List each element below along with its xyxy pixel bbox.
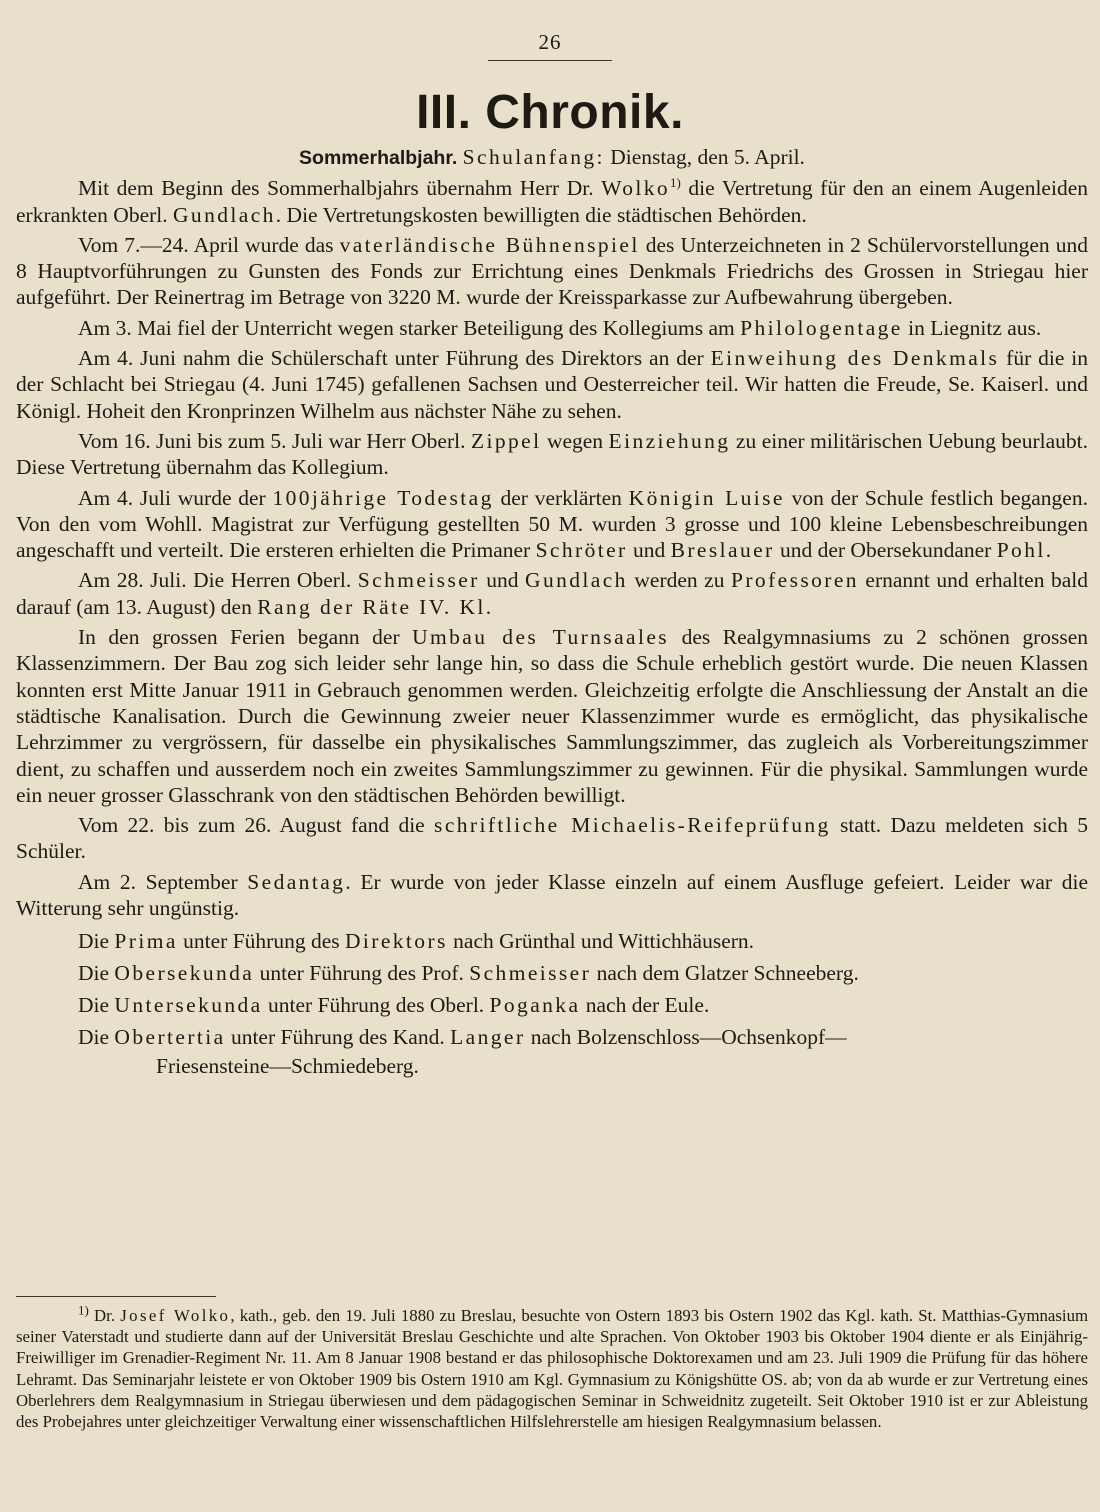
footnote-marker: 1) bbox=[78, 1302, 89, 1318]
text-run: des Unterzeichneten in 2 Schülervorstellungen und 8 Hauptvorführungen zu Gunsten des Fonds zur Errichtung eines Denkmals Friedrichs des Grossen in Striegau hier aufgeführt. Der Reinertrag im Betrage von 3220 M. wurde der Kreissparkasse zur Aufbewahrung übergeben. bbox=[16, 232, 1088, 310]
text-run: unter Führung des Oberl. bbox=[262, 993, 490, 1018]
text-run: Die bbox=[78, 961, 115, 986]
text-run: Dr. bbox=[88, 1306, 121, 1325]
paragraph-6 bbox=[16, 485, 1088, 564]
text-run: zu einer militärischen Uebung beurlaubt. Diese Vertretung übernahm das Kollegium. bbox=[16, 428, 1088, 480]
text-run: Die bbox=[78, 1025, 115, 1050]
text-run: die Vertretung für den an einem Augenleiden erkrankten Oberl. bbox=[16, 176, 1088, 227]
spaced-class-name: Obersekunda bbox=[114, 961, 255, 986]
spaced-name: Josef Wolko bbox=[120, 1306, 231, 1325]
spaced-name: Breslauer bbox=[670, 538, 775, 563]
spaced-emphasis: Umbau des Turnsaales bbox=[412, 625, 670, 650]
text-run: und der Obersekundaner bbox=[774, 538, 997, 563]
spaced-name: Gundlach bbox=[173, 202, 276, 227]
text-run: Die bbox=[78, 929, 115, 954]
spaced-emphasis: Professoren bbox=[731, 568, 859, 593]
text-run: . Er wurde von jeder Klasse einzeln auf einem Ausfluge gefeiert. Leider war die Witterung sehr ungünstig. bbox=[16, 869, 1088, 921]
text-run: von der Schule festlich begangen. Von den vom Wohll. Magistrat zur Verfügung gestellten 50 M. wurden 3 grosse und 100 kleine Lebensbeschreibungen angeschafft und verteilt. Die ersteren erhielten die Primaner bbox=[16, 485, 1088, 563]
paragraph-3 bbox=[16, 315, 1088, 341]
text-run: . Die Vertretungskosten bewilligten die städtischen Behörden. bbox=[275, 202, 807, 227]
spaced-emphasis: Einziehung bbox=[608, 428, 731, 453]
spaced-emphasis: Königin Luise bbox=[628, 485, 785, 510]
excursion-obersekunda bbox=[16, 957, 1088, 989]
paragraph-4 bbox=[16, 345, 1088, 424]
text-run: nach der Eule. bbox=[580, 993, 710, 1018]
spaced-class-name: Prima bbox=[114, 929, 178, 954]
text-run: unter Führung des Kand. bbox=[225, 1025, 451, 1050]
paragraph-7 bbox=[16, 567, 1088, 620]
text-run: werden zu bbox=[627, 568, 731, 593]
spaced-name: Schmeisser bbox=[357, 568, 480, 593]
paragraph-10 bbox=[16, 869, 1088, 922]
spaced-emphasis: Philologentage bbox=[740, 315, 903, 340]
semester-heading bbox=[16, 144, 1088, 171]
text-run: nach dem Glatzer Schneeberg. bbox=[591, 961, 859, 986]
spaced-name: Langer bbox=[450, 1025, 526, 1050]
text-run: Am 2. September bbox=[78, 869, 248, 894]
paragraph-1 bbox=[16, 175, 1088, 228]
text-run: ernannt und erhalten bald darauf (am 13. August) den bbox=[16, 568, 1088, 619]
spaced-name: Gundlach bbox=[525, 568, 628, 593]
text-run: Mit dem Beginn des Sommerhalbjahrs übernahm Herr Dr. bbox=[78, 176, 602, 201]
spaced-emphasis: Rang der Räte IV. Kl bbox=[257, 594, 486, 619]
spaced-name: Schröter bbox=[535, 538, 628, 563]
spaced-emphasis: vaterländische Bühnenspiel bbox=[339, 232, 640, 257]
page-number: 26 bbox=[538, 30, 562, 54]
text-run: statt. Dazu meldeten sich 5 Schüler. bbox=[16, 813, 1089, 864]
text-run: und bbox=[627, 538, 671, 563]
text-run: Am 28. Juli. Die Herren Oberl. bbox=[78, 568, 358, 593]
spaced-emphasis: schriftliche Michaelis-Reifeprüfung bbox=[434, 813, 831, 838]
footnote-reference: 1) bbox=[670, 175, 681, 191]
text-run: Am 4. Juni nahm die Schülerschaft unter Führung des Direktors an der bbox=[78, 346, 711, 371]
excursion-untersekunda bbox=[16, 989, 1088, 1021]
page-number-rule bbox=[488, 60, 612, 61]
text-run: Vom 22. bis zum 26. August fand die bbox=[78, 813, 435, 838]
footnote bbox=[16, 1302, 1089, 1432]
text-run: der verklärten bbox=[493, 485, 629, 510]
paragraph-2 bbox=[16, 232, 1088, 311]
text-run: nach Grünthal und Wittichhäusern. bbox=[447, 929, 755, 954]
footnote-rule bbox=[16, 1296, 216, 1297]
school-start-label: Schulanfang: bbox=[462, 145, 605, 169]
footnote-text bbox=[16, 1302, 1089, 1432]
text-run: unter Führung des Prof. bbox=[254, 961, 470, 986]
spaced-name: Wolko bbox=[601, 176, 671, 201]
semester-label: Sommerhalbjahr. bbox=[299, 147, 458, 169]
spaced-class-name: Obertertia bbox=[114, 1025, 226, 1050]
text-run: nach Bolzenschloss—Ochsenkopf— bbox=[525, 1025, 847, 1050]
excursion-obertertia bbox=[16, 1021, 1088, 1079]
spaced-name: Poganka bbox=[489, 993, 581, 1018]
chronicle-body bbox=[16, 144, 1088, 1079]
text-run: des Realgymnasiums zu 2 schönen grossen Klassenzimmern. Der Bau zog sich leider sehr lange hin, so dass die Schule erheblich gestört wurde. Die neuen Klassen konnten erst Mitte Januar 1911 in Gebrauch genommen werden. Gleichzeitig erfolgte die Anschliessung der Anstalt an die städtische Kanalisation. Durch die Gewinnung zweier neuer Klassenzimmer wurde es ermöglicht, das physikalische Lehrzimmer zu vergrössern, für dasselbe ein physikalisches Sammlungszimmer, das zugleich als Vorbereitungszimmer dient, zu schaffen und ausserdem noch ein zweites Sammlungszimmer zu gewinnen. Für die physikal. Sammlungen wurde ein neuer grosser Glasschrank von den städtischen Behörden bewilligt. bbox=[16, 625, 1089, 807]
spaced-emphasis: Sedantag bbox=[247, 869, 346, 894]
school-start-date: Dienstag, den 5. April. bbox=[610, 145, 805, 169]
chapter-title: III. Chronik. bbox=[416, 86, 684, 139]
spaced-class-name: Untersekunda bbox=[114, 993, 263, 1018]
spaced-name: Schmeisser bbox=[469, 961, 592, 986]
text-run: . bbox=[1045, 538, 1052, 563]
text-run: und bbox=[479, 568, 526, 593]
text-run: Am 4. Juli wurde der bbox=[78, 485, 273, 510]
text-run: unter Führung des bbox=[177, 929, 345, 954]
text-run: In den grossen Ferien begann der bbox=[78, 625, 413, 650]
spaced-name: Zippel bbox=[470, 428, 542, 453]
spaced-emphasis: Einweihung des Denkmals bbox=[710, 346, 1000, 371]
text-run: Vom 7.—24. April wurde das bbox=[78, 232, 340, 257]
excursion-prima bbox=[16, 925, 1088, 957]
text-run: . bbox=[485, 594, 492, 619]
text-run: für die in der Schlacht bei Striegau (4. Juni 1745) gefallenen Sachsen und Oesterreicher teil. Wir hatten die Freude, Se. Kaiserl. und Königl. Hoheit den Kronprinzen Wilhelm aus nächster Nähe zu sehen. bbox=[16, 346, 1089, 423]
text-run: Die bbox=[78, 993, 115, 1018]
text-run: Am 3. Mai fiel der Unterricht wegen starker Beteiligung des Kollegiums am bbox=[78, 315, 741, 340]
text-run: Friesensteine—Schmiedeberg. bbox=[156, 1054, 419, 1079]
text-run: in Liegnitz aus. bbox=[902, 315, 1042, 340]
text-run: Vom 16. Juni bis zum 5. Juli war Herr Oberl. bbox=[78, 428, 471, 453]
text-run: wegen bbox=[541, 428, 609, 453]
paragraph-5 bbox=[16, 428, 1088, 481]
spaced-name: Pohl bbox=[996, 538, 1046, 563]
paragraph-8 bbox=[16, 624, 1088, 808]
spaced-name: Direktors bbox=[344, 929, 448, 954]
paragraph-9 bbox=[16, 812, 1088, 865]
text-run: , kath., geb. den 19. Juli 1880 zu Breslau, besuchte von Ostern 1893 bis Ostern 1902 das Kgl. kath. St. Matthias-Gymnasium seiner Vaterstadt und studierte dann auf der Universität Breslau Geschichte und alte Sprachen. Von Oktober 1903 bis Oktober 1904 diente er als Einjährig-Freiwilliger im Grenadier-Regiment Nr. 11. Am 8 Januar 1908 bestand er das philosophische Doktorexamen und am 23. Juli 1909 die Prüfung für das höhere Lehramt. Das Seminarjahr leistete er von Oktober 1909 bis Ostern 1910 am Kgl. Gymnasium zu Königshütte OS. ab; von da ab wurde er zur Vertretung eines Oberlehrers dem Realgymnasium in Striegau überwiesen und dem pädagogischen Seminar in Schweidnitz zugeteilt. Seit Oktober 1910 ist er zur Ableistung des Probejahres unter gleichzeitiger Verwaltung einer wissenschaftlichen Hilfslehrerstelle am hiesigen Realgymnasium belassen. bbox=[16, 1306, 1089, 1432]
spaced-emphasis: 100jährige Todestag bbox=[272, 485, 494, 510]
